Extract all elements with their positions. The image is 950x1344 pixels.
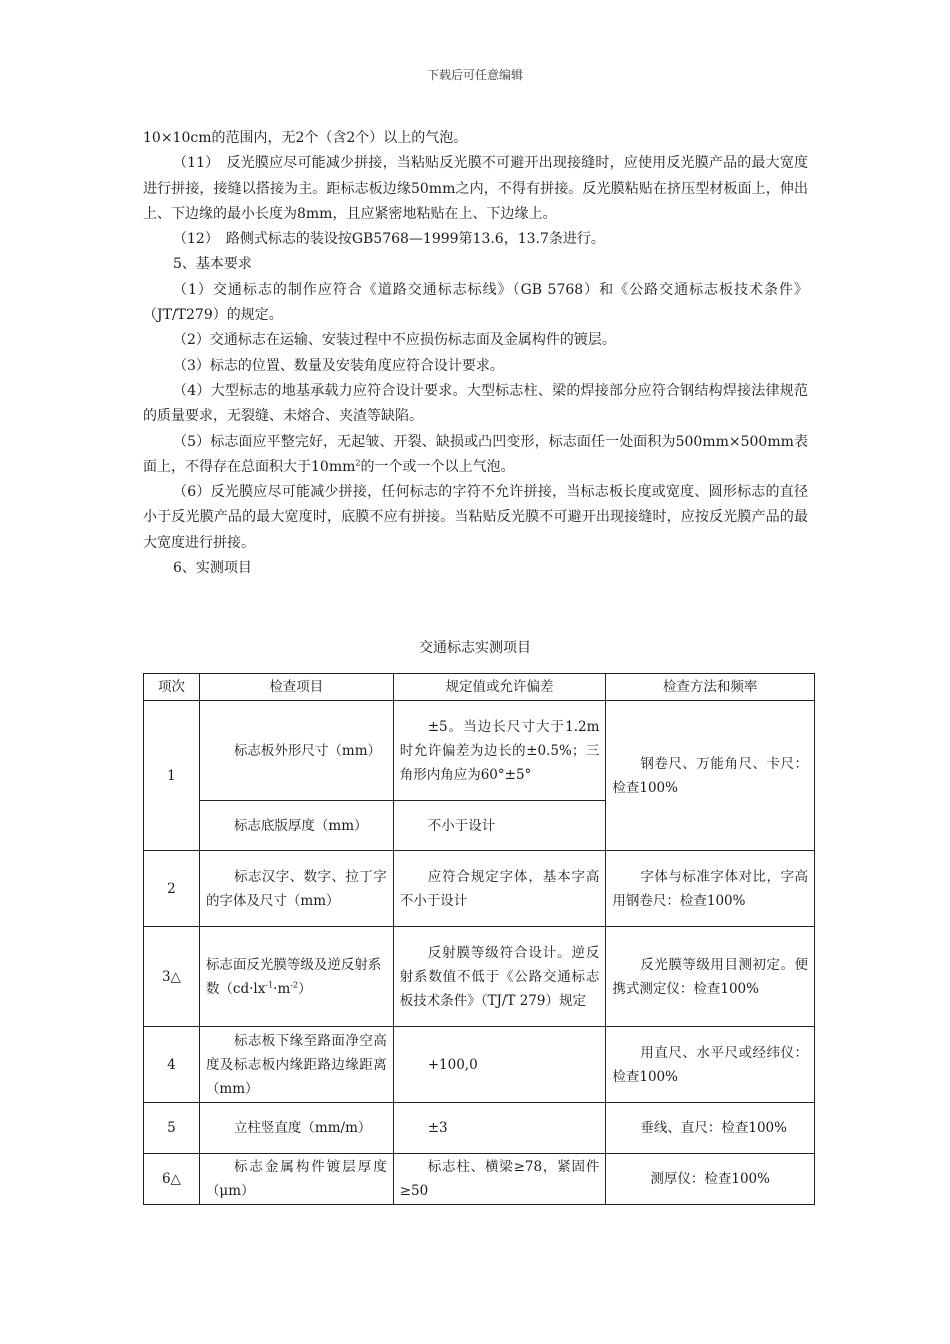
- check-item: 标志汉字、数字、拉丁字的字体及尺寸（mm）: [199, 851, 393, 927]
- allowed-value: 反射膜等级符合设计。逆反射系数值不低于《公路交通标志板技术条件》（TJ/T 279）规定: [393, 927, 606, 1027]
- allowed-value: ±3: [393, 1103, 606, 1154]
- column-header: 项次: [144, 674, 200, 701]
- allowed-value: +100,0: [393, 1027, 606, 1103]
- table-title: 交通标志实测项目: [419, 640, 531, 656]
- check-item-text: 标志面反光膜等级及逆反射系数（cd·lx: [205, 956, 382, 997]
- check-item: 标志板外形尺寸（mm）: [199, 701, 393, 801]
- paragraph: [143, 430, 808, 481]
- table-row: [144, 701, 815, 801]
- check-method: 测厚仪：检查100%: [606, 1154, 815, 1205]
- row-number: 1: [144, 701, 200, 851]
- paragraph: （11） 反光膜应尽可能减少拼接，当粘贴反光膜不可避开出现接缝时，应使用反光膜产品的最大宽度进行拼接，接缝以搭接为主。距标志板边缘50mm之内，不得有拼接。反光膜粘贴在挤压型材板面上，伸出上、下边缘的最小长度为8mm，且应紧密地粘贴在上、下边缘上。: [143, 155, 808, 222]
- column-header: 检查项目: [199, 674, 393, 701]
- check-item: 标志板下缘至路面净空高度及标志板内缘距路边缘距离（mm）: [199, 1027, 393, 1103]
- check-item: 立柱竖直度（mm/m）: [199, 1103, 393, 1154]
- row-number: 2: [144, 851, 200, 927]
- allowed-value: 不小于设计: [393, 801, 606, 851]
- check-method: 用直尺、水平尺或经纬仪：检查100%: [606, 1027, 815, 1103]
- table-row: [144, 851, 815, 927]
- paragraph: （2）交通标志在运输、安装过程中不应损伤标志面及金属构件的镀层。: [173, 332, 616, 349]
- check-item-text: ·m: [273, 980, 291, 997]
- paragraph: （4）大型标志的地基承载力应符合设计要求。大型标志柱、梁的焊接部分应符合钢结构焊接法律规范的质量要求，无裂缝、未熔合、夹渣等缺陷。: [143, 382, 808, 425]
- check-item: [199, 927, 393, 1027]
- paragraph: 10×10cm的范围内，无2个（含2个）以上的气泡。: [143, 130, 468, 146]
- allowed-value: 标志柱、横梁≥78，紧固件≥50: [393, 1154, 606, 1205]
- check-method: 垂线、直尺：检查100%: [606, 1103, 815, 1154]
- row-number: 3△: [144, 927, 200, 1027]
- superscript: 2: [355, 458, 361, 468]
- table-header-row: [144, 674, 815, 701]
- section-heading: 5、基本要求: [173, 256, 252, 273]
- check-item: 标志底版厚度（mm）: [199, 801, 393, 851]
- column-header: 检查方法和频率: [606, 674, 815, 701]
- check-item-text: ）: [298, 980, 312, 997]
- row-number: 6△: [144, 1154, 200, 1205]
- check-method: 钢卷尺、万能角尺、卡尺：检查100%: [606, 701, 815, 851]
- table-row: [144, 1103, 815, 1154]
- row-number: 5: [144, 1103, 200, 1154]
- superscript: -2: [290, 980, 299, 989]
- check-method: 字体与标准字体对比，字高用钢卷尺：检查100%: [606, 851, 815, 927]
- paragraph-text: 的一个或一个以上气泡。: [360, 458, 515, 475]
- check-item: 标志金属构件镀层厚度（μm）: [199, 1154, 393, 1205]
- inspection-table: [143, 673, 815, 1205]
- section-heading: 6、实测项目: [173, 560, 252, 577]
- paragraph: （12） 路侧式标志的装设按GB5768—1999第13.6，13.7条进行。: [173, 231, 605, 248]
- paragraph: （6）反光膜应尽可能减少拼接，任何标志的字符不允许拼接，当标志板长度或宽度、圆形标志的直径小于反光膜产品的最大宽度时，底膜不应有拼接。当粘贴反光膜不可避开出现接缝时，应按反光膜产品的最大宽度进行拼接。: [143, 484, 808, 551]
- table-row: [144, 1154, 815, 1205]
- allowed-value: 应符合规定字体，基本字高不小于设计: [393, 851, 606, 927]
- paragraph-text: （5）标志面应平整完好，无起皱、开裂、缺损或凸凹变形，标志面任一处面积为500mm×500mm表面上，不得存在总面积大于10mm: [143, 433, 808, 475]
- superscript: -1: [265, 980, 274, 989]
- check-method: 反光膜等级用目测初定。便携式测定仪：检查100%: [606, 927, 815, 1027]
- column-header: 规定值或允许偏差: [393, 674, 606, 701]
- table-row: [144, 1027, 815, 1103]
- paragraph: （3）标志的位置、数量及安装角度应符合设计要求。: [173, 357, 504, 374]
- allowed-value: ±5。当边长尺寸大于1.2m时允许偏差为边长的±0.5%；三角形内角应为60°±5°: [393, 701, 606, 801]
- paragraph: （1）交通标志的制作应符合《道路交通标志标线》（GB 5768）和《公路交通标志板技术条件》（JT/T279）的规定。: [143, 281, 808, 324]
- body-text: [143, 126, 808, 581]
- page-header: 下载后可任意编辑: [426, 68, 523, 82]
- table-row: [144, 927, 815, 1027]
- row-number: 4: [144, 1027, 200, 1103]
